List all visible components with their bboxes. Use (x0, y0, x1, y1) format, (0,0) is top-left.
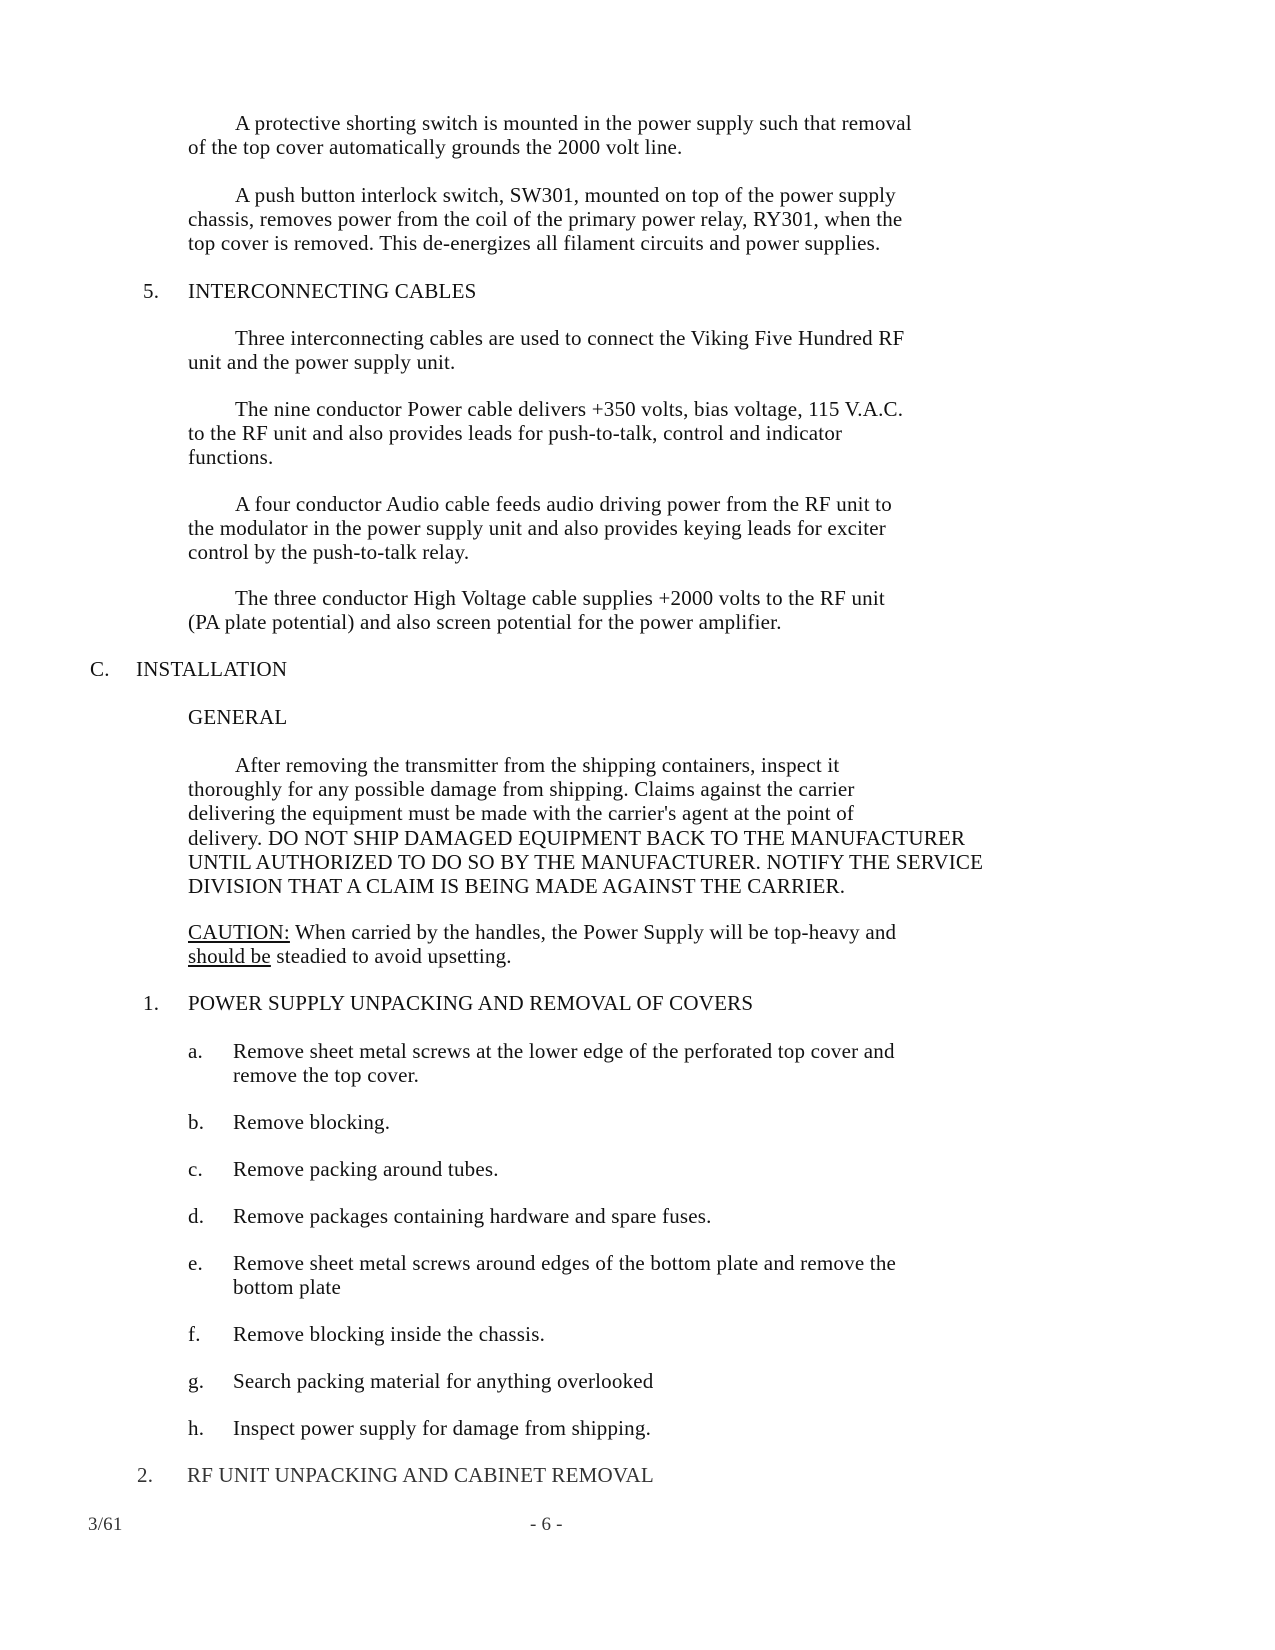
footer-date: 3/61 (88, 1514, 123, 1535)
heading-installation (90, 657, 288, 681)
caution-note (188, 920, 896, 968)
step-item (188, 1157, 499, 1181)
text-line: steadied to avoid upsetting. (270, 944, 512, 969)
text-line: A push button interlock switch, SW301, mounted on top of the power supply (235, 183, 896, 207)
text-line: the modulator in the power supply unit and also provides keying leads for exciter (188, 516, 886, 541)
section-number: 5. (143, 279, 160, 303)
section-number: 1. (143, 991, 160, 1015)
text-line: After removing the transmitter from the shipping containers, inspect it (235, 753, 840, 777)
text-line: When carried by the handles, the Power Supply will be top-heavy and (289, 920, 897, 944)
section-title: INTERCONNECTING CABLES (188, 279, 477, 303)
text-line: Remove packages containing hardware and spare fuses. (233, 1204, 712, 1228)
step-letter: a. (188, 1039, 203, 1063)
section-title: INSTALLATION (136, 657, 288, 681)
paragraph-audio-cable (188, 492, 892, 565)
step-item (188, 1251, 897, 1300)
underlined-text: should be (188, 944, 271, 969)
paragraph-interlock (188, 183, 902, 256)
text-line: Remove sheet metal screws around edges of the bottom plate and remove the (233, 1251, 897, 1275)
text-line: A four conductor Audio cable feeds audio driving power from the RF unit to (235, 492, 892, 516)
paragraph-three-cables (188, 326, 904, 374)
text-line: The three conductor High Voltage cable supplies +2000 volts to the RF unit (235, 586, 885, 610)
heading-interconnecting-cables (143, 279, 477, 303)
text-line: Remove blocking. (233, 1110, 391, 1134)
step-text (233, 1039, 895, 1087)
page-number: - 6 - (530, 1514, 563, 1535)
text-line: Three interconnecting cables are used to connect the Viking Five Hundred RF (235, 326, 905, 350)
section-title: POWER SUPPLY UNPACKING AND REMOVAL OF COVERS (188, 991, 754, 1015)
step-letter: g. (188, 1369, 205, 1393)
text-line: chassis, removes power from the coil of the primary power relay, RY301, when the (188, 207, 903, 232)
paragraph-general (188, 753, 983, 898)
text-line: Search packing material for anything overlooked (233, 1369, 654, 1393)
text-line: UNTIL AUTHORIZED TO DO SO BY THE MANUFACTURER. NOTIFY THE SERVICE (188, 849, 984, 874)
step-text (233, 1204, 712, 1228)
step-text (233, 1416, 651, 1440)
caution-label: CAUTION: (188, 920, 290, 944)
text-line: remove the top cover. (233, 1063, 420, 1088)
text-line: Remove packing around tubes. (233, 1157, 499, 1181)
paragraph-shorting-switch (188, 111, 912, 159)
text-line: bottom plate (233, 1275, 341, 1300)
text-line: functions. (188, 445, 274, 470)
step-letter: e. (188, 1251, 203, 1275)
step-letter: c. (188, 1157, 203, 1181)
step-item (188, 1369, 654, 1393)
text-line: to the RF unit and also provides leads for push-to-talk, control and indicator (188, 421, 843, 446)
step-text (233, 1157, 499, 1181)
step-letter: d. (188, 1204, 205, 1228)
text-line: unit and the power supply unit. (188, 350, 456, 375)
heading-power-supply-unpacking (143, 991, 754, 1015)
step-letter: b. (188, 1110, 205, 1134)
text-line: Remove blocking inside the chassis. (233, 1322, 546, 1346)
step-letter: h. (188, 1416, 205, 1440)
step-text (233, 1322, 545, 1346)
step-item (188, 1204, 712, 1228)
heading-general: GENERAL (188, 705, 288, 729)
paragraph-hv-cable (188, 586, 885, 634)
text-line: delivery. DO NOT SHIP DAMAGED EQUIPMENT BACK TO THE MANUFACTURER (188, 825, 966, 850)
text-line: A protective shorting switch is mounted in the power supply such that removal (235, 111, 912, 135)
text-line: The nine conductor Power cable delivers +350 volts, bias voltage, 115 V.A.C. (235, 397, 904, 421)
step-item (188, 1416, 652, 1440)
text-line: of the top cover automatically grounds the 2000 volt line. (188, 135, 683, 160)
text-line: delivering the equipment must be made with the carrier's agent at the point of (188, 801, 855, 826)
section-number: 2. (137, 1463, 154, 1487)
step-item (188, 1110, 391, 1134)
text-line: DIVISION THAT A CLAIM IS BEING MADE AGAINST THE CARRIER. (188, 874, 846, 899)
step-letter: f. (188, 1322, 201, 1346)
text-line: top cover is removed. This de-energizes all filament circuits and power supplies. (188, 231, 881, 256)
step-item (188, 1039, 895, 1088)
text-line: (PA plate potential) and also screen potential for the power amplifier. (188, 610, 782, 635)
paragraph-power-cable (188, 397, 903, 470)
step-item (188, 1322, 546, 1346)
step-text (233, 1110, 390, 1134)
step-text (233, 1369, 654, 1393)
section-title: RF UNIT UNPACKING AND CABINET REMOVAL (187, 1463, 654, 1487)
step-text (233, 1251, 896, 1299)
text-line: control by the push-to-talk relay. (188, 540, 470, 565)
text-line: thoroughly for any possible damage from shipping. Claims against the carrier (188, 777, 855, 802)
text-line: Inspect power supply for damage from shipping. (233, 1416, 652, 1440)
heading-rf-unit-unpacking (137, 1463, 654, 1487)
text-line: Remove sheet metal screws at the lower edge of the perforated top cover and (233, 1039, 895, 1063)
section-number: C. (90, 657, 110, 681)
